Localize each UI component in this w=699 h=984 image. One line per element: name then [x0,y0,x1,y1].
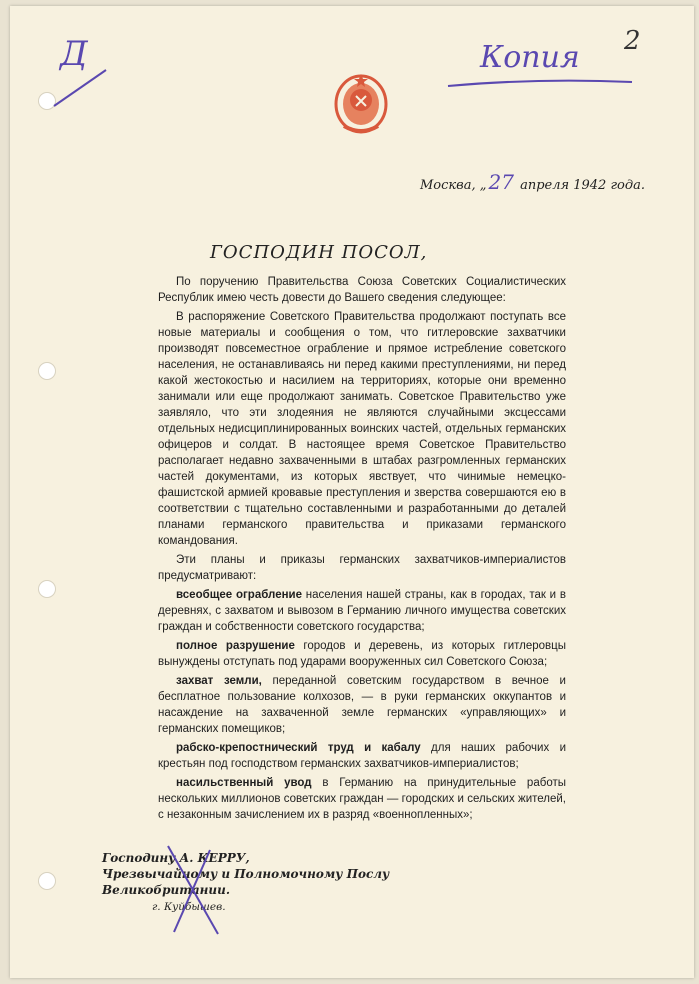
place-date [420,170,645,194]
place-prefix: Москва, „ [420,178,487,193]
list-item: полное разрушение городов и деревень, из которых гитлеровцы вынуждены отступать под ударами вооруженных сил Советского Союза; [158,640,566,668]
punch-hole [38,362,56,380]
pen-stroke [50,62,110,112]
letter-body [158,274,566,826]
page-number: 2 [624,26,641,56]
list-item: насильственный увод в Германию на принудительные работы нескольких миллионов советских граждан — городских и сельских жителей, с незаконным зачислением их в разряд «военнопленных»; [158,777,566,821]
salutation: ГОСПОДИН ПОСОЛ, [210,242,428,263]
punch-hole [38,580,56,598]
copy-underline [446,72,636,92]
paragraph: В распоряжение Советского Правительства продолжают поступать все новые материалы и сообщения о том, что гитлеровские захватчики производят повсеместное ограбление и прямое истребление советского населения, не останавливаясь ни перед какими преступлениями, ни перед какой жестокостью и насилием на территориях, которые они временно занимали или еще продолжают занимать. Советское Правительство уже заявляло, что эти злодеяния не являются случайными эксцессами отдельных недисциплинированных воинских частей, отдельных германских офицеров и солдат. В настоящее время Советское Правительство располагает недавно захваченными в штабах разгромленных германских частей документами, из которых явствует, что чинимые немецко-фашистской армией кровавые преступления и зверства совершаются ею в соответствии с тщательно составленными и разработанными до деталей планами германского правительства и приказами германского командования. [158,311,566,547]
addressee-title: Чрезвычайному и Полномочному Послу [102,867,390,881]
copy-mark: Копия [480,40,580,75]
list-item: всеобщее ограбление населения нашей страны, как в городах, так и в деревнях, с захватом и вывозом в Германию личного имущества советских граждан и собственности советского государства; [158,589,567,633]
addressee-city: г. Куйбышев. [152,901,226,913]
date-suffix: апреля 1942 года. [520,178,645,193]
paragraph: Эти планы и приказы германских захватчиков-империалистов предусматривают: [158,554,566,582]
pen-cross-mark [160,842,230,942]
punch-hole [38,872,56,890]
date-day: 27 [488,170,514,194]
addressee-name: Господину А. КЕРРУ, [102,851,250,865]
ussr-state-emblem-icon [332,72,390,138]
document-page [10,6,694,978]
addressee-country: Великобритании. [102,883,231,897]
handwritten-initial: Д [60,34,88,74]
paragraph: По поручению Правительства Союза Советских Социалистических Республик имею честь довести до Вашего сведения следующее: [158,276,566,304]
addressee-block [102,850,389,915]
list-item: рабско-крепостнический труд и кабалу для наших рабочих и крестьян под господством германских захватчиков-империалистов; [158,742,566,770]
list-item: захват земли, переданной советским государством в вечное и бесплатное пользование колхозов, — в руки германских оккупантов и насаждение на захваченной земле германских «управляющих» и германских помещиков; [158,675,566,735]
